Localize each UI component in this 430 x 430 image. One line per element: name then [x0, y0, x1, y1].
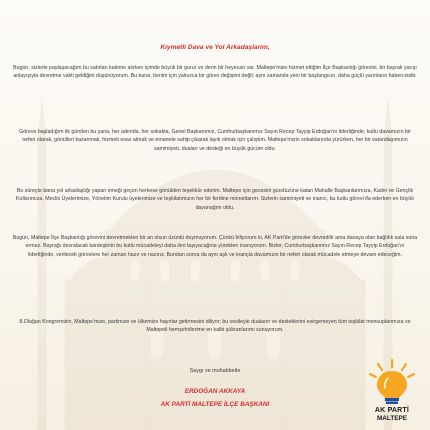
lightbulb-icon — [364, 358, 420, 406]
signature-title: AK PARTİ MALTEPE İLÇE BAŞKANI — [160, 401, 270, 408]
letter-greeting: Kıymetli Dava ve Yol Arkadaşlarım, — [160, 44, 270, 51]
ak-parti-logo — [364, 358, 420, 426]
letter-paragraph: Göreve başladığım ilk günden bu yana, her adımda, her sokakta, Genel Başkanımız, Cumhurbaşkanımız Sayın Recep Tayyip Erdoğan'ın liderliğinde; kutlu davamızın bir neferi olarak, gönülleri kazanmak, hizmeti esas almak ve emanete sahip çıkarak layık olmak için çalıştım. Maltepe'mizin sokaklarında yürürken, her bir vatandaşımızın samimiyeti, duaları ve desteği en büyük gücüm oldu. — [19, 129, 411, 152]
letter-paragraph: Bugün, sizlerle paylaşacağım bu satırları kaleme alırken içimde büyük bir gurur ve derin bir heyecan var. Maltepe'mize hizmet ettiğim İlçe Başkanlığı görevini, bir bayrak yarışı anlayışıyla devretme vakti geldiğini düşünüyorum. Bu karar, benim için yalnızca bir görev değişimi değil; aynı zamanda yeni bir başlangıcın, daha güçlü yarınların habercisidir. — [13, 65, 417, 80]
logo-party-name: AK PARTİ — [374, 407, 410, 414]
letter-paragraph: Bu süreçte bana yol arkadaşlığı yapan emeği geçen herkese gönülden teşekkür ederim. Maltepe için gecesini gündüzüne katan Mahalle Başkanlarımıza, Kadın ve Gençlik Kollarımıza, Meclis Üyelerimize, Yönetim Kurulu üyelerimize ve teşkilatımızın her bir ferdine minnettarım. Sizlerin samimiyeti ve inancı, bu kutlu görevi ifa ederken en büyük dayanağım oldu. — [16, 188, 414, 211]
letter-closing: Saygı ve muhabbetle — [189, 368, 241, 374]
letter-paragraph: 8.Olağan Kongremizin, Maltepe'mize, partimize ve ülkemize hayırlar getirmesini diliyor; bu vesileyle duaların ve desteklerini esirgemeyen tüm teşkilat mensuplarımıza ve Maltepeli hemşehrilerime en kalbi şükranlarımı sunuyorum. — [19, 319, 411, 334]
letter-paragraph: Bugün, Maltepe İlçe Başkanlığı görevini devretmekten bir an olsun üzüntü duymuyorum. Çünkü biliyorum ki, AK Parti'de görevler devredilir ama davaya olan bağlılık asla sona ermez. Bayrağı devralacak kardeşimin bu kutlu mücadeleyi daha ileri taşıyacağına yürekten inanıyorum. Bizler, Cumhurbaşkanımız Sayın Recep Tayyip Erdoğan'ın liderliğinde, verilecek görevlere her zaman hazır ve nazırız. Bundan sonra da aynı aşk ve inançla davamızın bir neferi olarak mücadele etmeye devam edeceğim. — [12, 235, 418, 258]
logo-district-name: MALTEPE — [376, 415, 408, 422]
signature-name: ERDOĞAN AKKAYA — [184, 388, 246, 395]
